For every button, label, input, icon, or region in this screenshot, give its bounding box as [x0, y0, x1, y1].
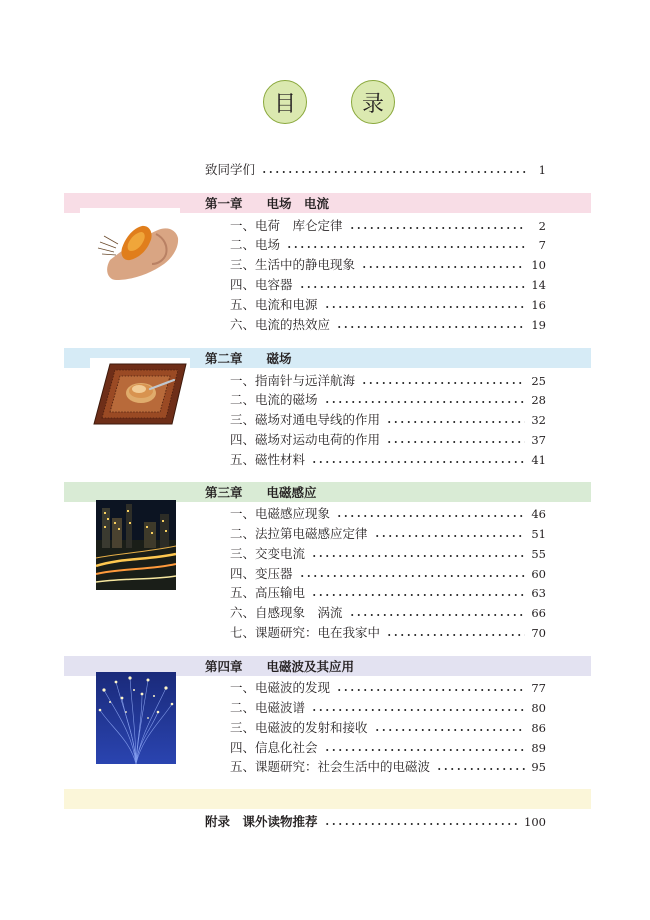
toc-entry-preface[interactable] — [205, 161, 546, 179]
toc-page-number: 70 — [531, 626, 546, 640]
toc-entry-label: 六、自感现象 涡流 — [230, 605, 343, 620]
dot-leader — [386, 634, 525, 636]
toc-page-number: 1 — [538, 163, 546, 177]
dot-leader — [324, 306, 526, 308]
toc-page-number: 28 — [531, 393, 546, 407]
toc-entry[interactable] — [230, 391, 546, 409]
toc-entry[interactable] — [230, 739, 546, 757]
toc-entry[interactable] — [230, 505, 546, 523]
toc-entry[interactable] — [230, 624, 546, 642]
toc-entry[interactable] — [230, 372, 546, 390]
dot-leader — [349, 614, 526, 616]
chapter-title: 电磁波及其应用 — [266, 659, 355, 674]
toc-page-number: 25 — [531, 374, 546, 388]
toc-entry[interactable] — [230, 296, 546, 314]
toc-page-number: 14 — [531, 278, 546, 292]
toc-entry-label: 五、高压输电 — [230, 585, 306, 600]
title-char-circle-1 — [263, 80, 307, 124]
toc-page-number: 60 — [531, 567, 546, 581]
toc-page-number: 86 — [531, 721, 546, 735]
toc-page-number: 77 — [531, 681, 546, 695]
toc-page-number: 80 — [531, 701, 546, 715]
toc-entry[interactable] — [230, 604, 546, 622]
toc-entry-label: 三、电磁波的发射和接收 — [230, 720, 368, 735]
toc-entry[interactable] — [230, 525, 546, 543]
toc-entry-label: 五、电流和电源 — [230, 297, 318, 312]
dot-leader — [311, 461, 525, 463]
chapter-number: 第三章 — [205, 485, 243, 500]
dot-leader — [361, 382, 525, 384]
dot-leader — [261, 171, 526, 173]
dot-leader — [374, 535, 526, 537]
title-char-circle-2 — [351, 80, 395, 124]
toc-page-number: 37 — [531, 433, 546, 447]
toc-page-number: 19 — [531, 318, 546, 332]
dot-leader — [386, 421, 525, 423]
toc-page-number: 66 — [531, 606, 546, 620]
toc-entry-label: 一、指南针与远洋航海 — [230, 373, 356, 388]
toc-page-number: 100 — [524, 815, 546, 829]
chapter-number: 第二章 — [205, 351, 243, 366]
toc-entry[interactable] — [230, 431, 546, 449]
ancient-compass-sinan-photo — [90, 358, 190, 430]
toc-entry[interactable] — [230, 545, 546, 563]
toc-entry-label: 七、课题研究：电在我家中 — [230, 625, 381, 640]
dot-leader — [324, 749, 526, 751]
toc-entry-label: 附录 课外读物推荐 — [205, 814, 318, 829]
toc-page-number: 46 — [531, 507, 546, 521]
toc-page-number: 51 — [531, 527, 546, 541]
toc-entry-label: 四、信息化社会 — [230, 740, 318, 755]
toc-entry-label: 三、交变电流 — [230, 546, 306, 561]
dot-leader — [299, 286, 526, 288]
toc-entry-label: 六、电流的热效应 — [230, 317, 331, 332]
toc-entry-label: 一、电磁感应现象 — [230, 506, 331, 521]
chapter-title: 电场 电流 — [266, 196, 330, 211]
toc-entry-label: 致同学们 — [205, 162, 256, 177]
title-char-1: 目 — [273, 91, 296, 117]
toc-entry[interactable] — [230, 584, 546, 602]
toc-page-number: 41 — [531, 453, 546, 467]
toc-page-number: 10 — [531, 258, 546, 272]
dot-leader — [436, 768, 525, 770]
appendix-band — [64, 789, 591, 809]
toc-entry-label: 一、电磁波的发现 — [230, 680, 331, 695]
dot-leader — [336, 515, 525, 517]
dot-leader — [286, 246, 526, 248]
toc-entry[interactable] — [230, 217, 546, 235]
toc-entry-label: 二、法拉第电磁感应定律 — [230, 526, 368, 541]
toc-page-number: 95 — [531, 760, 546, 774]
toc-entry-label: 四、变压器 — [230, 566, 293, 581]
dot-leader — [311, 709, 525, 711]
dot-leader — [336, 689, 525, 691]
toc-entry[interactable] — [230, 679, 546, 697]
toc-page-number: 63 — [531, 586, 546, 600]
toc-entry[interactable] — [230, 256, 546, 274]
dot-leader — [311, 555, 525, 557]
dot-leader — [311, 594, 525, 596]
toc-entry[interactable] — [230, 699, 546, 717]
chapter-number: 第四章 — [205, 659, 243, 674]
toc-entry-label: 三、磁场对通电导线的作用 — [230, 412, 381, 427]
toc-entry-label: 五、课题研究：社会生活中的电磁波 — [230, 759, 431, 774]
fiber-optic-lights-photo — [96, 672, 176, 764]
chapter-number: 第一章 — [205, 196, 243, 211]
chapter-3-header[interactable] — [64, 482, 591, 502]
toc-entry-label: 一、电荷 库仑定律 — [230, 218, 343, 233]
dot-leader — [386, 441, 525, 443]
chapter-title: 电磁感应 — [266, 485, 317, 500]
toc-entry-label: 四、电容器 — [230, 277, 293, 292]
city-night-lights-photo — [96, 500, 176, 590]
toc-entry[interactable] — [230, 411, 546, 429]
toc-entry-label: 三、生活中的静电现象 — [230, 257, 356, 272]
toc-entry-appendix[interactable] — [205, 813, 546, 831]
toc-entry-label: 四、磁场对运动电荷的作用 — [230, 432, 381, 447]
toc-entry[interactable] — [230, 276, 546, 294]
toc-entry-label: 五、磁性材料 — [230, 452, 306, 467]
toc-entry[interactable] — [230, 316, 546, 334]
toc-entry-label: 二、电场 — [230, 237, 281, 252]
toc-entry-label: 二、电流的磁场 — [230, 392, 318, 407]
title-char-2: 录 — [361, 91, 384, 117]
dot-leader — [324, 401, 526, 403]
toc-entry-label: 二、电磁波谱 — [230, 700, 306, 715]
chapter-title: 磁场 — [266, 351, 292, 366]
dot-leader — [324, 823, 519, 825]
toc-entry[interactable] — [230, 451, 546, 469]
dot-leader — [299, 575, 526, 577]
dot-leader — [374, 729, 526, 731]
hand-holding-amber-photo — [80, 208, 180, 288]
toc-page-number: 32 — [531, 413, 546, 427]
toc-page-number: 55 — [531, 547, 546, 561]
toc-page-number: 16 — [531, 298, 546, 312]
dot-leader — [336, 326, 525, 328]
toc-entry[interactable] — [230, 758, 546, 776]
toc-entry[interactable] — [230, 236, 546, 254]
toc-page-number: 89 — [531, 741, 546, 755]
toc-entry[interactable] — [230, 719, 546, 737]
toc-page-number: 7 — [538, 238, 546, 252]
toc-page-number: 2 — [538, 219, 546, 233]
toc-entry[interactable] — [230, 565, 546, 583]
dot-leader — [361, 266, 525, 268]
dot-leader — [349, 227, 526, 229]
